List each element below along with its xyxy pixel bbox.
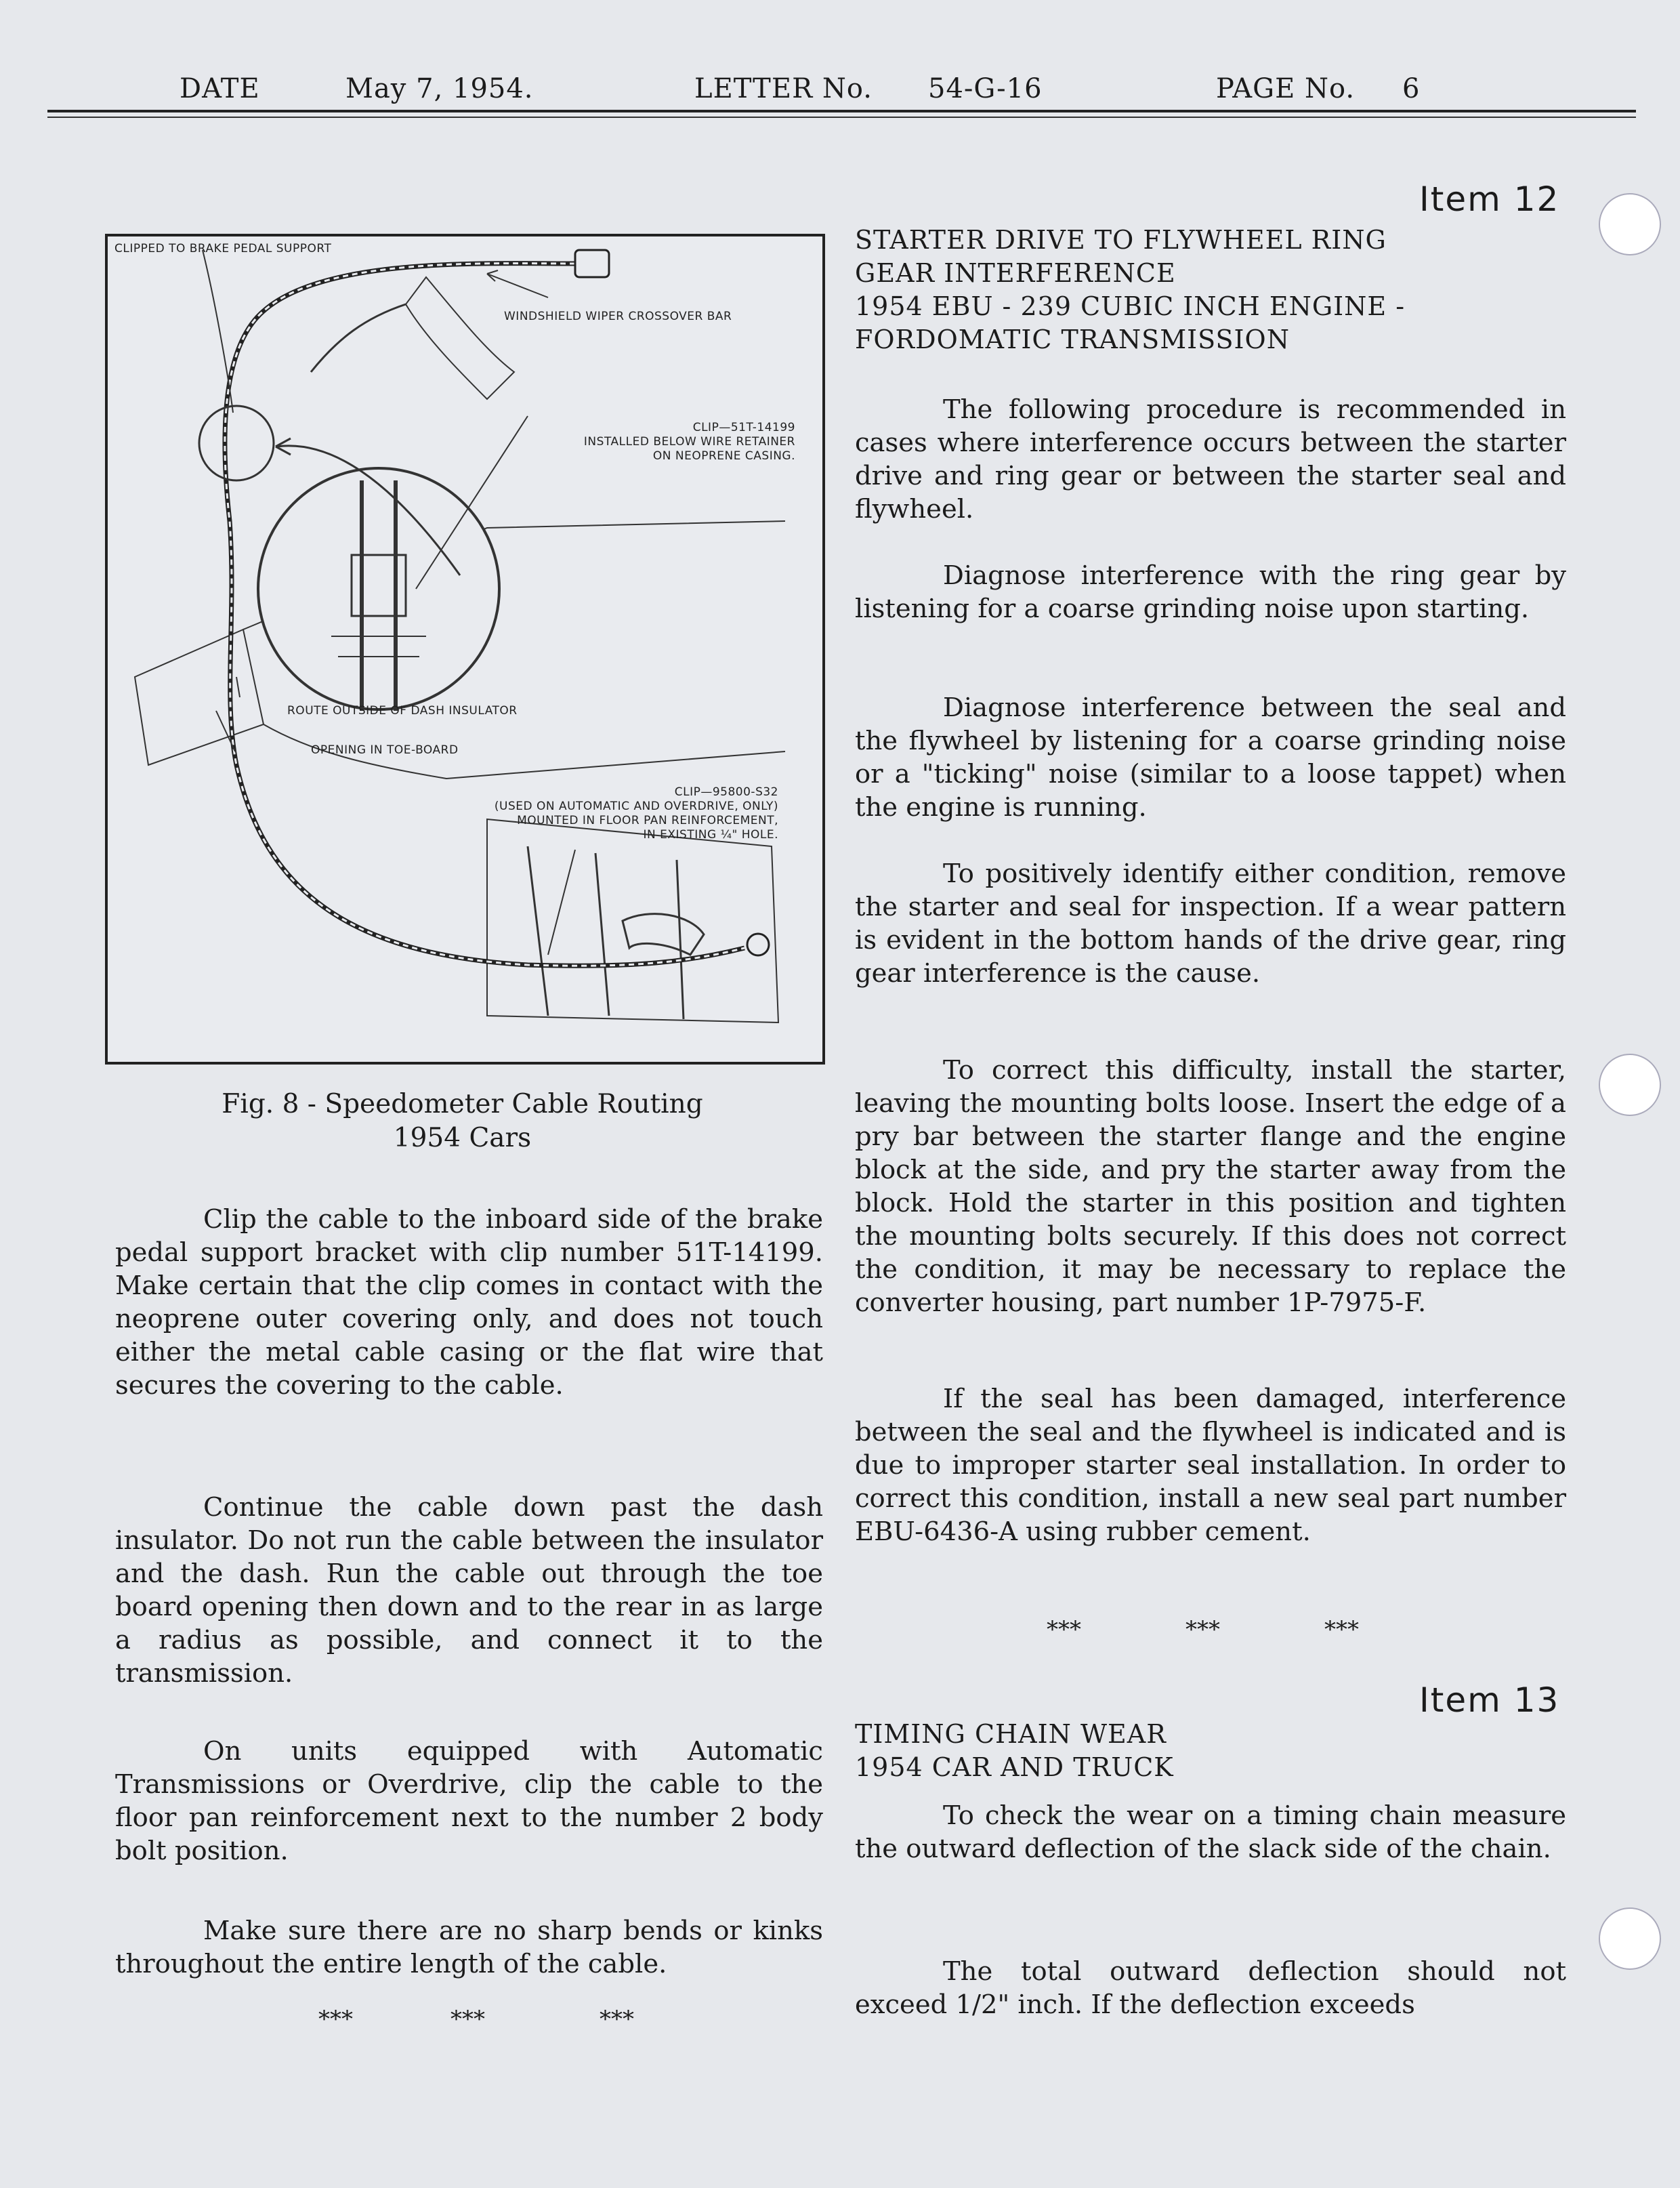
left-paragraph-3: On units equipped with Automatic Transmissions or Overdrive, clip the cable to the floor pan reinforcement next to the number 2 body bolt position. (115, 1736, 823, 1866)
label-clip1-line3: ON NEOPRENE CASING. (652, 449, 795, 463)
item-12-title-line2: GEAR INTERFERENCE (855, 258, 1176, 288)
item-12-title-line3: 1954 EBU - 239 CUBIC INCH ENGINE - (855, 291, 1406, 321)
left-stars-1: *** (318, 2006, 353, 2033)
item-12-paragraph-6: If the seal has been damaged, interference between the seal and the flywheel is indicated and is due to improper starter seal installation. In order to correct this condition, install a new seal part number EBU-6436-A using rubber cement. (855, 1384, 1566, 1547)
figure-illustration (108, 236, 822, 1062)
label-clip2-line3: MOUNTED IN FLOOR PAN REINFORCEMENT, (517, 814, 778, 827)
left-stars-3: *** (600, 2006, 634, 2033)
label-clip2-line2: (USED ON AUTOMATIC AND OVERDRIVE, ONLY) (494, 800, 778, 813)
label-opening: OPENING IN TOE-BOARD (311, 743, 459, 757)
item-13-label: Item 13 (1419, 1680, 1560, 1720)
label-clip1-line1: CLIP—51T-14199 (692, 421, 795, 434)
left-stars-2: *** (450, 2006, 485, 2033)
item-12-paragraph-2: Diagnose interference with the ring gear by listening for a coarse grinding noise upon starting. (855, 560, 1566, 624)
header-rule (47, 110, 1636, 112)
punch-hole-bottom (1599, 1907, 1661, 1970)
item-12-stars-3: *** (1324, 1616, 1359, 1643)
item-13-title-line1: TIMING CHAIN WEAR (855, 1719, 1167, 1749)
date-label: DATE (180, 73, 260, 104)
label-clip2-line1: CLIP—95800-S32 (674, 785, 778, 799)
item-12-stars-1: *** (1047, 1616, 1081, 1643)
letter-value: 54-G-16 (928, 73, 1043, 104)
item-12-paragraph-5: To correct this difficulty, install the starter, leaving the mounting bolts loose. Insert the edge of a pry bar between the starter flange and the engine block at the side, and pry the starter away from the block. Hold the starter in this position and tighten the mounting bolts securely. If this does not correct the condition, it may be necessary to replace the converter housing, part number 1P-7975-F. (855, 1055, 1566, 1318)
item-12-stars-2: *** (1185, 1616, 1220, 1643)
item-13-paragraph-1: To check the wear on a timing chain measure the outward deflection of the slack side of the chain. (855, 1800, 1566, 1864)
left-paragraph-2: Continue the cable down past the dash insulator. Do not run the cable between the insulator and the dash. Run the cable out through the toe board opening then down and to the rear in as large a radius as possible, and connect it to the transmission. (115, 1492, 823, 1689)
item-12-title-line1: STARTER DRIVE TO FLYWHEEL RING (855, 225, 1387, 255)
left-paragraph-4: Make sure there are no sharp bends or kinks throughout the entire length of the cable. (115, 1916, 823, 1979)
item-12-label: Item 12 (1419, 180, 1560, 219)
item-12-paragraph-3: Diagnose interference between the seal and the flywheel by listening for a coarse grinding noise or a "ticking" noise (similar to a loose tappet) when the engine is running. (855, 693, 1566, 823)
figure-caption-line1: Fig. 8 - Speedometer Cable Routing (222, 1089, 703, 1119)
letter-label: LETTER No. (694, 73, 873, 104)
item-13-paragraph-2: The total outward deflection should not exceed 1/2" inch. If the deflection exceeds (855, 1956, 1566, 2020)
punch-hole-top (1599, 193, 1661, 255)
speedometer-cable-figure (105, 234, 825, 1065)
label-windshield: WINDSHIELD WIPER CROSSOVER BAR (504, 310, 732, 323)
header-rule-thin (47, 117, 1636, 118)
label-route: ROUTE OUTSIDE OF DASH INSULATOR (287, 704, 518, 718)
page-value: 6 (1402, 73, 1421, 104)
label-clip1-line2: INSTALLED BELOW WIRE RETAINER (583, 435, 795, 449)
item-12-paragraph-4: To positively identify either condition, remove the starter and seal for inspection. If a wear pattern is evident in the bottom hands of the drive gear, ring gear interference is the cause. (855, 859, 1566, 989)
left-paragraph-1: Clip the cable to the inboard side of the brake pedal support bracket with clip number 51T-14199. Make certain that the clip comes in contact with the neoprene outer covering only, and does not touch either the metal cable casing or the flat wire that secures the covering to the cable. (115, 1204, 823, 1401)
punch-hole-middle (1599, 1054, 1661, 1116)
label-clip2-line4: IN EXISTING ¼" HOLE. (643, 828, 778, 842)
page-label: PAGE No. (1216, 73, 1356, 104)
item-13-title-line2: 1954 CAR AND TRUCK (855, 1752, 1174, 1782)
item-12-title-line4: FORDOMATIC TRANSMISSION (855, 325, 1290, 354)
figure-caption-line2: 1954 Cars (393, 1123, 532, 1153)
item-12-paragraph-1: The following procedure is recommended in cases where interference occurs between the starter drive and ring gear or between the starter seal and flywheel. (855, 394, 1566, 524)
label-clipped: CLIPPED TO BRAKE PEDAL SUPPORT (114, 242, 332, 255)
date-value: May 7, 1954. (345, 73, 534, 104)
